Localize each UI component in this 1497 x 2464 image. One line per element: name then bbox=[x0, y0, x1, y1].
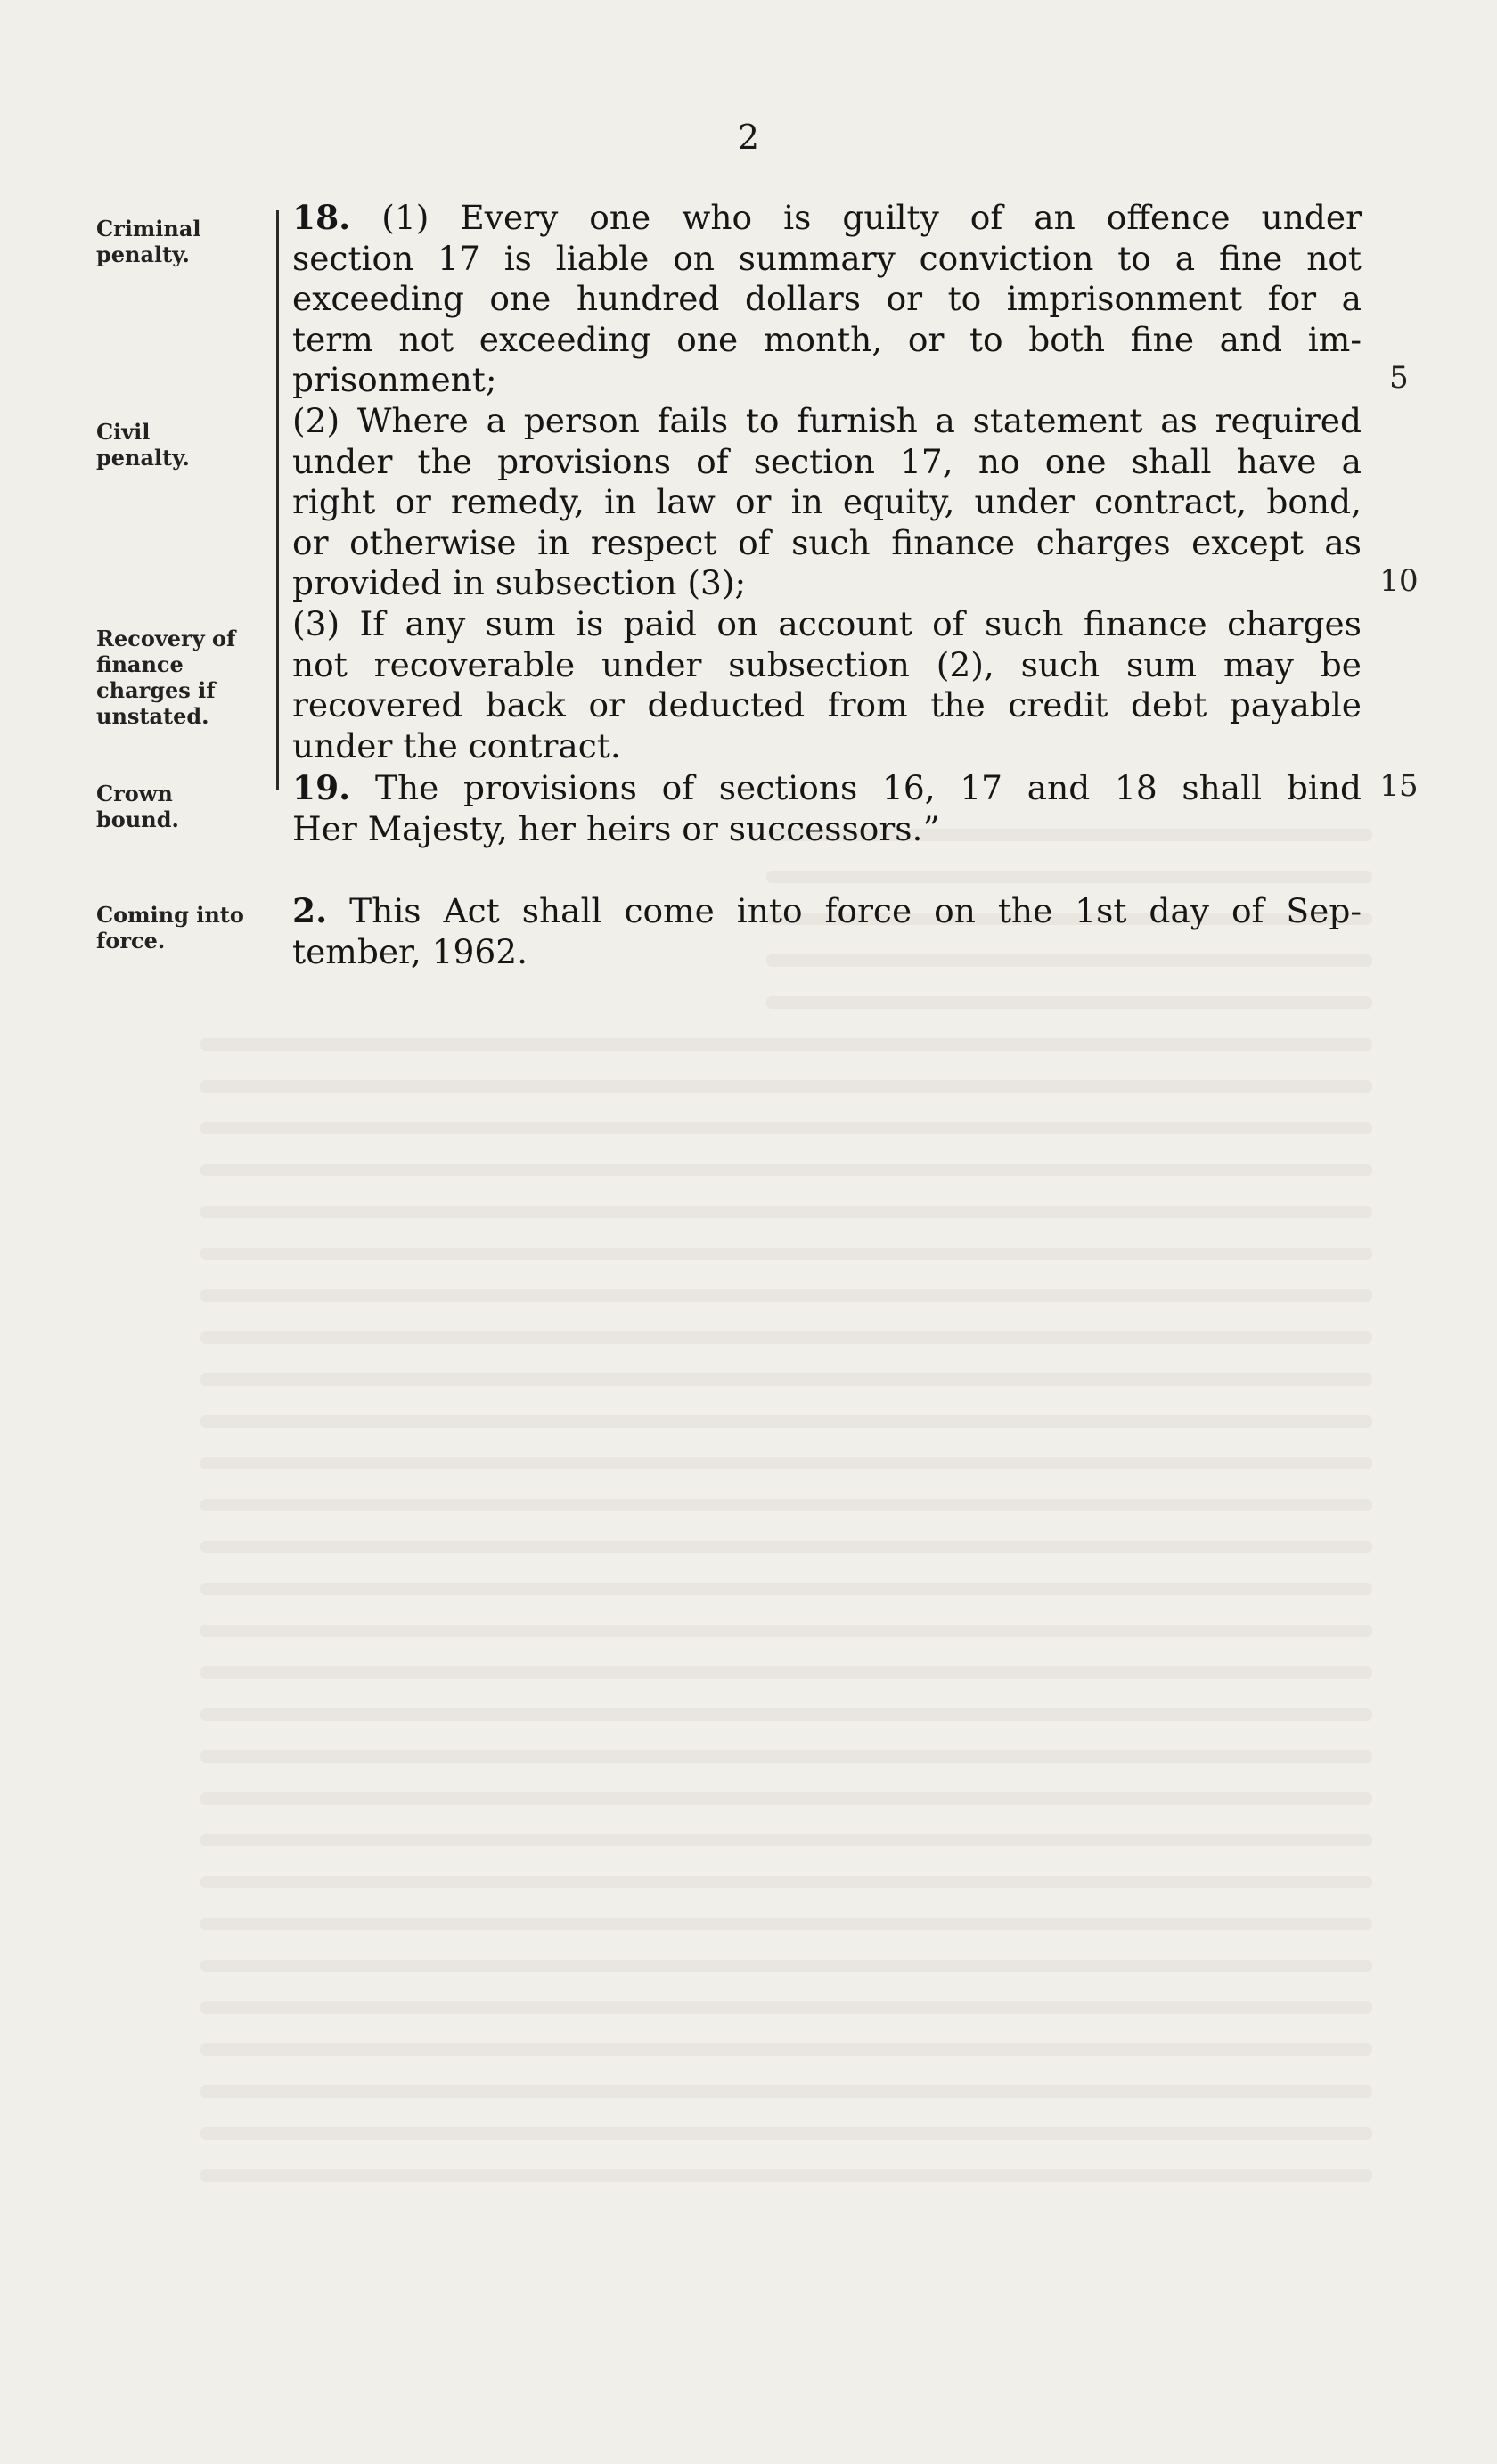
text-line: (3) If any sum is paid on account of such finance charges bbox=[292, 604, 1362, 643]
section-2-coming-into-force bbox=[292, 891, 1362, 972]
show-through-line bbox=[200, 1038, 1372, 1051]
side-note-criminal-penalty bbox=[96, 216, 266, 267]
show-through-line bbox=[200, 1834, 1372, 1846]
show-through-line bbox=[200, 1331, 1372, 1344]
line-number: 5 bbox=[1389, 360, 1409, 396]
side-note-recovery-of-finance-charges bbox=[96, 626, 266, 729]
show-through-line bbox=[766, 996, 1372, 1009]
section-number: 18. bbox=[292, 198, 351, 237]
section-18-subsection-1 bbox=[292, 198, 1362, 401]
show-through-line bbox=[200, 1666, 1372, 1679]
section-18-subsection-2 bbox=[292, 401, 1362, 604]
amendment-margin-rule bbox=[276, 210, 279, 790]
show-through-line bbox=[200, 1248, 1372, 1260]
show-through-line bbox=[200, 1918, 1372, 1930]
text-line: exceeding one hundred dollars or to imprisonment for a bbox=[292, 279, 1362, 318]
side-note-line: charges if bbox=[96, 677, 216, 703]
show-through-line bbox=[200, 1708, 1372, 1721]
show-through-line bbox=[200, 2043, 1372, 2056]
show-through-line bbox=[200, 1373, 1372, 1386]
text-line: term not exceeding one month, or to both fine and im- bbox=[292, 319, 1362, 359]
side-note-line: Recovery of bbox=[96, 626, 236, 651]
section-18-subsection-3 bbox=[292, 604, 1362, 766]
show-through-texture bbox=[89, 829, 1426, 2255]
text-line: 19. The provisions of sections 16, 17 and 18 shall bind bbox=[292, 768, 1362, 807]
text-line: section 17 is liable on summary conviction to a fine not bbox=[292, 238, 1362, 278]
show-through-line bbox=[200, 1541, 1372, 1553]
show-through-line bbox=[200, 2001, 1372, 2014]
side-note-line: Coming into bbox=[96, 902, 244, 928]
text-line: under the contract. bbox=[292, 725, 621, 765]
show-through-line bbox=[200, 1415, 1372, 1428]
show-through-line bbox=[200, 1122, 1372, 1134]
show-through-line bbox=[200, 1457, 1372, 1469]
section-number: 19. bbox=[292, 768, 351, 807]
show-through-line bbox=[200, 1876, 1372, 1888]
side-note-civil-penalty bbox=[96, 419, 266, 471]
side-note-line: bound. bbox=[96, 806, 179, 832]
text-line: tember, 1962. bbox=[292, 931, 528, 971]
line-number: 15 bbox=[1379, 768, 1419, 804]
section-number: 2. bbox=[292, 891, 328, 930]
show-through-line bbox=[200, 1625, 1372, 1637]
text-line: not recoverable under subsection (2), such sum may be bbox=[292, 644, 1362, 684]
show-through-line bbox=[200, 1499, 1372, 1511]
show-through-line bbox=[200, 1792, 1372, 1805]
text-line: recovered back or deducted from the credit debt payable bbox=[292, 685, 1362, 724]
side-note-line: force. bbox=[96, 928, 166, 954]
text-line: right or remedy, in law or in equity, under contract, bond, bbox=[292, 482, 1362, 521]
text-line: provided in subsection (3); bbox=[292, 563, 747, 602]
text-line: 2. This Act shall come into force on the 1st day of Sep- bbox=[292, 891, 1362, 930]
side-note-line: Crown bbox=[96, 781, 173, 806]
side-note-line: Civil bbox=[96, 419, 151, 445]
show-through-line bbox=[766, 871, 1372, 883]
side-note-line: penalty. bbox=[96, 241, 190, 267]
text-line: 18. (1) Every one who is guilty of an offence under bbox=[292, 198, 1362, 237]
side-note-crown-bound bbox=[96, 781, 266, 832]
show-through-line bbox=[200, 1164, 1372, 1176]
side-note-line: Criminal bbox=[96, 216, 201, 241]
show-through-line bbox=[200, 2127, 1372, 2140]
show-through-line bbox=[200, 1080, 1372, 1093]
show-through-line bbox=[200, 1960, 1372, 1972]
text-line: (2) Where a person fails to furnish a statement as required bbox=[292, 401, 1362, 440]
side-note-line: unstated. bbox=[96, 703, 209, 729]
section-19 bbox=[292, 768, 1362, 849]
text-line: prisonment; bbox=[292, 360, 497, 399]
side-note-coming-into-force bbox=[96, 902, 266, 954]
show-through-line bbox=[200, 1289, 1372, 1302]
show-through-line bbox=[200, 1583, 1372, 1595]
text-line: Her Majesty, her heirs or successors.” bbox=[292, 808, 940, 848]
show-through-line bbox=[200, 2085, 1372, 2098]
side-note-line: finance bbox=[96, 651, 184, 677]
page-number: 2 bbox=[737, 118, 760, 157]
show-through-line bbox=[200, 1750, 1372, 1763]
show-through-line bbox=[200, 2169, 1372, 2182]
text-line: or otherwise in respect of such finance charges except as bbox=[292, 522, 1362, 562]
text-line: under the provisions of section 17, no one shall have a bbox=[292, 441, 1362, 481]
show-through-line bbox=[200, 1206, 1372, 1218]
line-number: 10 bbox=[1379, 563, 1419, 599]
side-note-line: penalty. bbox=[96, 445, 190, 471]
